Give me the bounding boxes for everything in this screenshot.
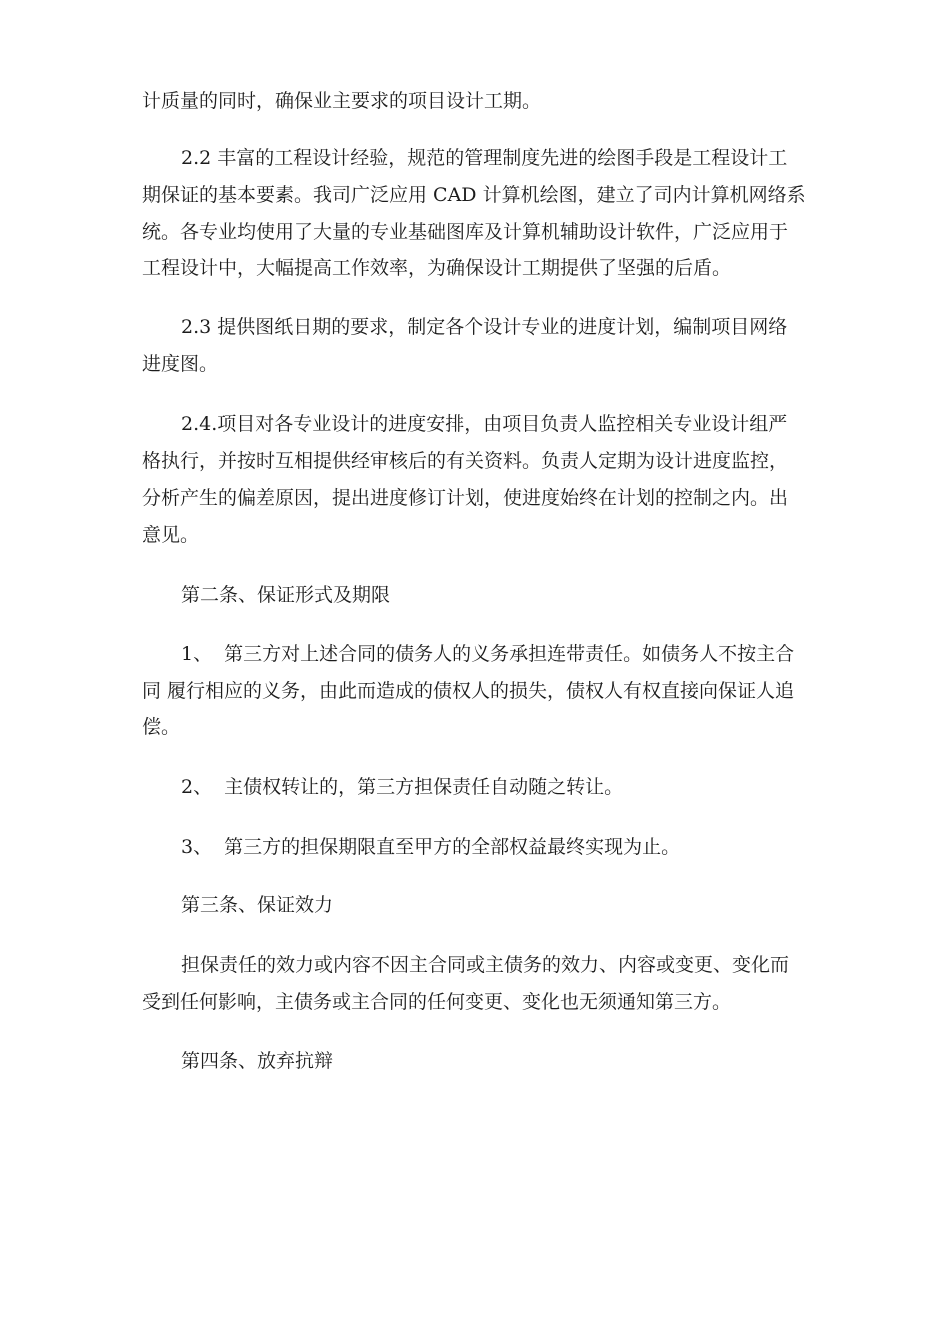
text-line: 计质量的同时，确保业主要求的项目设计工期。 [142, 90, 542, 112]
paragraph-2-3-line: 2.3 提供图纸日期的要求，制定各个设计专业的进度计划，编制项目网络 [181, 316, 788, 338]
list-item-1-line: 1、 第三方对上述合同的债务人的义务承担连带责任。如债务人不按主合 [181, 643, 795, 665]
section-heading: 第四条、放弃抗辩 [181, 1050, 334, 1072]
list-item-3: 3、 第三方的担保期限直至甲方的全部权益最终实现为止。 [181, 836, 681, 858]
text-line: 受到任何影响，主债务或主合同的任何变更、变化也无须通知第三方。 [142, 991, 732, 1013]
paragraph-2-2-line: 2.2 丰富的工程设计经验，规范的管理制度先进的绘图手段是工程设计工 [181, 147, 788, 169]
text-line: 分析产生的偏差原因，提出进度修订计划，使进度始终在计划的控制之内。出 [142, 487, 789, 509]
text-line: 统。各专业均使用了大量的专业基础图库及计算机辅助设计软件，广泛应用于 [142, 221, 789, 243]
text-line: 期保证的基本要素。我司广泛应用 CAD 计算机绘图，建立了司内计算机网络系 [142, 184, 806, 206]
section-heading: 第三条、保证效力 [181, 894, 334, 916]
section-heading: 第二条、保证形式及期限 [181, 584, 391, 606]
text-line: 偿。 [142, 716, 181, 738]
text-line: 格执行，并按时互相提供经审核后的有关资料。负责人定期为设计进度监控， [142, 450, 789, 472]
paragraph-line: 担保责任的效力或内容不因主合同或主债务的效力、内容或变更、变化而 [181, 954, 790, 976]
list-item-2: 2、 主债权转让的，第三方担保责任自动随之转让。 [181, 776, 624, 798]
text-line: 同 履行相应的义务，由此而造成的债权人的损失，债权人有权直接向保证人追 [142, 680, 795, 702]
text-line: 工程设计中，大幅提高工作效率，为确保设计工期提供了坚强的后盾。 [142, 257, 732, 279]
paragraph-2-4-line: 2.4.项目对各专业设计的进度安排，由项目负责人监控相关专业设计组严 [181, 413, 788, 435]
text-line: 意见。 [142, 524, 200, 546]
text-line: 进度图。 [142, 353, 219, 375]
